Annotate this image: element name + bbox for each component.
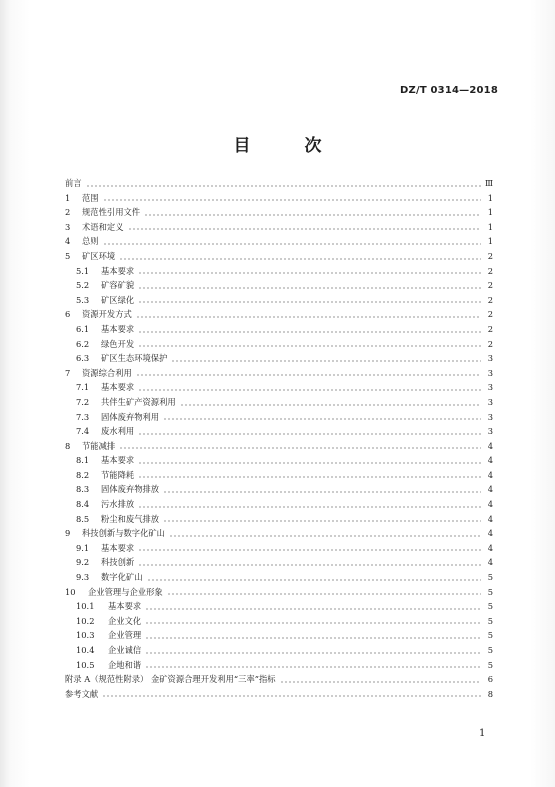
dot-leader — [102, 695, 481, 697]
toc-entry-page: 2 — [487, 250, 493, 261]
toc-entry-number: 10.5 — [76, 659, 95, 670]
toc-entry-title: 基本要求 — [101, 382, 135, 393]
toc-entry[interactable] — [65, 614, 493, 629]
dot-leader — [138, 345, 481, 347]
toc-entry-title: 共伴生矿产资源利用 — [101, 396, 176, 407]
toc-entry-title: 矿容矿貌 — [101, 280, 135, 291]
dot-leader — [138, 433, 481, 435]
toc-entry[interactable] — [65, 278, 493, 293]
toc-entry-title: 范围 — [82, 192, 99, 203]
toc-entry[interactable] — [65, 468, 493, 483]
toc-entry[interactable] — [65, 555, 493, 570]
toc-entry-number: 8.5 — [76, 513, 90, 524]
dot-leader — [163, 491, 481, 493]
toc-entry-title: 资源综合利用 — [82, 367, 132, 378]
toc-entry-title: 企业管理与企业形象 — [88, 586, 163, 597]
toc-entry[interactable] — [65, 322, 493, 337]
toc-entry-number: 1 — [65, 192, 71, 203]
toc-entry-number: 8.1 — [76, 455, 90, 466]
toc-entry-title: 绿色开发 — [101, 338, 135, 349]
toc-entry-title: 基本要求 — [101, 455, 135, 466]
toc-entry[interactable] — [65, 541, 493, 556]
toc-entry-page: 2 — [487, 323, 493, 334]
toc-entry-title: 污水排放 — [101, 499, 135, 510]
toc-entry-page: 4 — [487, 440, 493, 451]
toc-entry-page: 4 — [487, 542, 493, 553]
dot-leader — [136, 374, 481, 376]
toc-entry-number: 3 — [65, 221, 71, 232]
dot-leader — [169, 535, 481, 537]
dot-leader — [138, 476, 481, 478]
toc-entry[interactable] — [65, 687, 493, 702]
toc-entry-page: 1 — [487, 207, 493, 218]
toc-entry-title: 企地和谐 — [108, 659, 142, 670]
toc-entry-page: 1 — [487, 192, 493, 203]
toc-entry-number: 8.4 — [76, 499, 90, 510]
toc-entry-page: Ⅲ — [484, 178, 493, 188]
dot-leader — [145, 666, 481, 668]
toc-entry-page: 3 — [487, 426, 493, 437]
dot-leader — [136, 316, 481, 318]
toc-entry[interactable] — [65, 453, 493, 468]
toc-entry[interactable] — [65, 526, 493, 541]
toc-entry-number: 6 — [65, 309, 71, 320]
dot-leader — [144, 214, 481, 216]
toc-entry-number: 7.4 — [76, 426, 90, 437]
toc-entry[interactable] — [65, 264, 493, 279]
toc-entry[interactable] — [65, 307, 493, 322]
toc-entry-number: 8.3 — [76, 484, 90, 495]
toc-entry-number: 7 — [65, 367, 71, 378]
toc-entry-page: 5 — [487, 615, 493, 626]
toc-entry-number: 9 — [65, 528, 71, 539]
dot-leader — [103, 199, 481, 201]
toc-entry-title: 固体废弃物排放 — [101, 484, 160, 495]
toc-entry-title: 基本要求 — [101, 323, 135, 334]
toc-entry-page: 2 — [487, 294, 493, 305]
page-number: 1 — [479, 728, 486, 739]
toc-entry-title: 企业文化 — [108, 615, 142, 626]
dot-leader — [138, 506, 481, 508]
toc-entry[interactable] — [65, 424, 493, 439]
toc-entry-title: 科技创新与数字化矿山 — [82, 528, 165, 539]
toc-entry-page: 6 — [487, 674, 493, 685]
dot-leader — [138, 549, 481, 551]
dot-leader — [145, 637, 481, 639]
dot-leader — [128, 228, 482, 230]
dot-leader — [163, 418, 481, 420]
toc-entry-title: 节能降耗 — [101, 469, 135, 480]
toc-entry-page: 4 — [487, 557, 493, 568]
toc-entry[interactable] — [65, 380, 493, 395]
toc-entry-title: 矿区生态环境保护 — [101, 353, 168, 364]
toc-entry-title: 矿区环境 — [82, 250, 116, 261]
toc-entry-page: 4 — [487, 513, 493, 524]
toc-entry-number: 10.2 — [76, 615, 95, 626]
toc-entry-title: 资源开发方式 — [82, 309, 132, 320]
dot-leader — [119, 447, 481, 449]
toc-entry-page: 3 — [487, 382, 493, 393]
toc-entry-page: 3 — [487, 396, 493, 407]
toc-entry-title: 参考文献 — [65, 688, 99, 699]
toc-entry-page: 2 — [487, 309, 493, 320]
toc-entry[interactable] — [65, 293, 493, 308]
toc-entry-title: 基本要求 — [101, 542, 135, 553]
toc-entry-number: 2 — [65, 207, 71, 218]
toc-entry-page: 3 — [487, 367, 493, 378]
toc-entry-number: 6.3 — [76, 353, 90, 364]
toc-entry[interactable] — [65, 220, 493, 235]
dot-leader — [147, 579, 482, 581]
dot-leader — [138, 272, 481, 274]
toc-entry-page: 1 — [487, 236, 493, 247]
toc-entry-title: 总则 — [82, 236, 99, 247]
toc-entry-page: 5 — [487, 659, 493, 670]
dot-leader — [180, 404, 481, 406]
toc-entry-page: 4 — [487, 484, 493, 495]
toc-entry-page: 5 — [487, 586, 493, 597]
toc-entry-number: 9.3 — [76, 572, 90, 583]
toc-entry-title: 粉尘和废气排放 — [101, 513, 160, 524]
toc-entry[interactable] — [65, 672, 493, 687]
toc-entry-title: 企业诚信 — [108, 645, 142, 655]
dot-leader — [145, 608, 481, 610]
toc-entry-number: 7.1 — [76, 382, 90, 393]
toc-entry-number: 5.1 — [76, 265, 90, 276]
page-title: 目 次 — [233, 136, 346, 156]
toc-entry-title: 节能减排 — [82, 440, 116, 451]
toc-entry[interactable] — [65, 512, 493, 527]
toc-entry-page: 5 — [487, 601, 493, 612]
dot-leader — [138, 462, 481, 464]
toc-entry-title: 术语和定义 — [82, 221, 124, 232]
toc-entry-title: 基本要求 — [108, 601, 142, 612]
toc-entry-number: 9.1 — [76, 542, 90, 553]
toc-entry-page: 4 — [487, 528, 493, 539]
toc-entry-page: 5 — [487, 645, 493, 655]
toc-entry-page: 4 — [487, 499, 493, 510]
dot-leader — [103, 243, 481, 245]
toc-entry-number: 6.2 — [76, 338, 90, 349]
toc-entry-number: 10 — [65, 586, 76, 597]
toc-entry[interactable] — [65, 439, 493, 454]
dot-leader — [138, 389, 481, 391]
toc-entry[interactable] — [65, 395, 493, 410]
table-of-contents — [65, 176, 493, 701]
toc-entry-number: 9.2 — [76, 557, 90, 568]
toc-entry-number: 6.1 — [76, 323, 90, 334]
toc-entry[interactable] — [65, 366, 493, 381]
dot-leader — [138, 564, 481, 566]
toc-entry-page: 3 — [487, 353, 493, 364]
toc-entry[interactable] — [65, 482, 493, 497]
toc-entry[interactable] — [65, 337, 493, 352]
toc-entry[interactable] — [65, 351, 493, 366]
toc-entry-title: 企业管理 — [108, 630, 142, 641]
toc-entry-number: 5.3 — [76, 294, 90, 305]
toc-entry[interactable] — [65, 191, 493, 206]
dot-leader — [86, 185, 481, 187]
toc-entry[interactable] — [65, 410, 493, 425]
toc-entry-page: 3 — [487, 411, 493, 422]
toc-entry-title: 废水利用 — [101, 426, 135, 437]
toc-entry-number: 7.3 — [76, 411, 90, 422]
toc-entry-page: 5 — [487, 572, 493, 583]
toc-entry[interactable] — [65, 249, 493, 264]
toc-entry-page: 2 — [487, 280, 493, 291]
dot-leader — [167, 593, 481, 595]
toc-entry-page: 2 — [487, 338, 493, 349]
toc-entry-number: 4 — [65, 236, 71, 247]
dot-leader — [145, 622, 481, 624]
dot-leader — [138, 331, 481, 333]
dot-leader — [138, 287, 481, 289]
toc-entry-number: 10.1 — [76, 601, 95, 612]
toc-entry-number: 10.3 — [76, 630, 95, 641]
toc-entry[interactable] — [65, 585, 493, 600]
toc-entry-page: 1 — [487, 221, 493, 232]
toc-entry-number: 5.2 — [76, 280, 90, 291]
toc-entry-title: 规范性引用文件 — [82, 207, 141, 218]
toc-entry-title: 附录 A（规范性附录） 金矿资源合理开发利用“三率”指标 — [65, 674, 276, 685]
dot-leader — [119, 258, 481, 260]
toc-entry[interactable] — [65, 658, 493, 673]
toc-entry-number: 10.4 — [76, 645, 95, 655]
toc-entry[interactable] — [65, 643, 493, 658]
toc-entry-number: 8.2 — [76, 469, 90, 480]
toc-entry-page: 4 — [487, 455, 493, 466]
toc-entry[interactable] — [65, 570, 493, 585]
toc-entry-title: 矿区绿化 — [101, 294, 135, 305]
toc-entry[interactable] — [65, 628, 493, 643]
dot-leader — [171, 360, 481, 362]
toc-entry[interactable] — [65, 234, 493, 249]
toc-entry[interactable] — [65, 176, 493, 191]
toc-entry-title: 固体废弃物利用 — [101, 411, 160, 422]
toc-entry-number: 7.2 — [76, 396, 90, 407]
toc-entry-title: 基本要求 — [101, 265, 135, 276]
toc-entry-title: 数字化矿山 — [101, 572, 143, 583]
toc-entry-page: 5 — [487, 630, 493, 641]
toc-entry[interactable] — [65, 497, 493, 512]
toc-entry-page: 8 — [487, 688, 493, 699]
toc-entry-page: 2 — [487, 265, 493, 276]
dot-leader — [138, 301, 481, 303]
toc-entry[interactable] — [65, 205, 493, 220]
toc-entry-number: 5 — [65, 250, 71, 261]
toc-entry-title: 前言 — [65, 178, 82, 188]
toc-entry[interactable] — [65, 599, 493, 614]
dot-leader — [280, 681, 481, 683]
dot-leader — [163, 520, 481, 522]
dot-leader — [145, 652, 481, 654]
standard-code: DZ/T 0314—2018 — [400, 85, 498, 96]
toc-entry-number: 8 — [65, 440, 71, 451]
toc-entry-title: 科技创新 — [101, 557, 135, 568]
toc-entry-page: 4 — [487, 469, 493, 480]
